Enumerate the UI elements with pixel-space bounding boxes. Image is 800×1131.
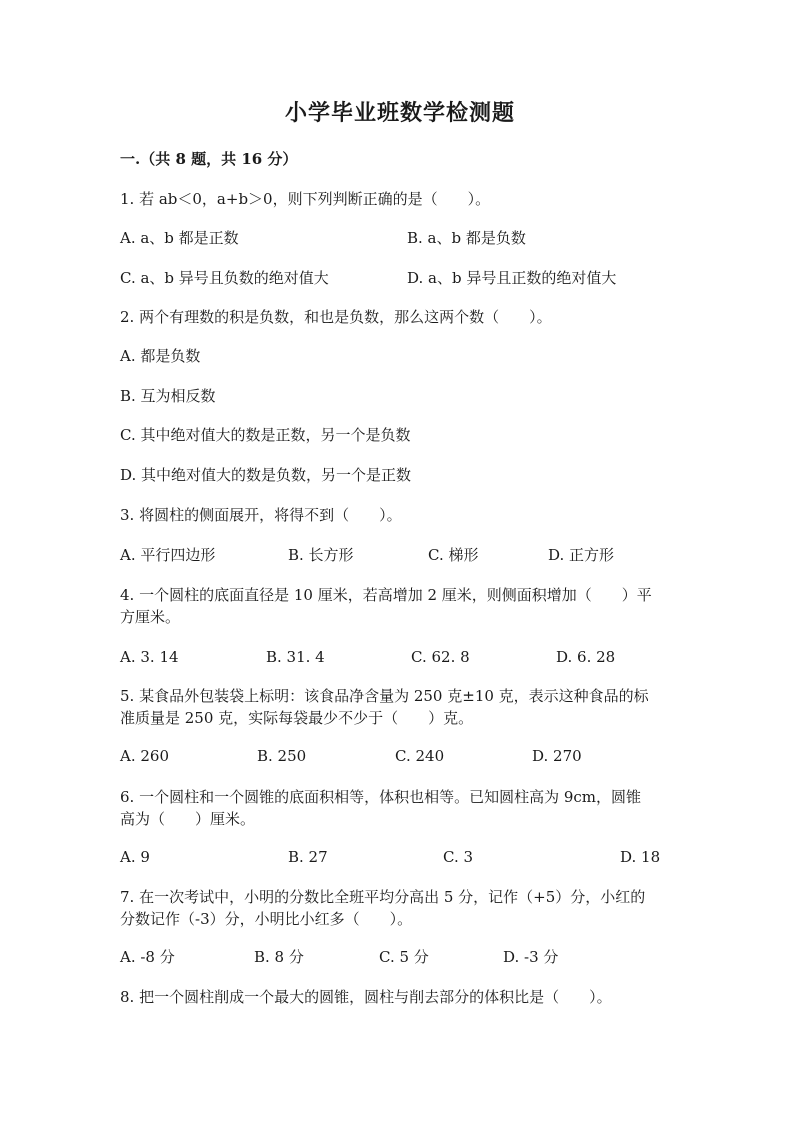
question-5-option-b: B. 250: [257, 747, 307, 765]
question-6-stem-line-2: 高为（ ）厘米。: [120, 810, 256, 828]
question-6-option-d: D. 18: [620, 848, 661, 866]
question-6-option-b: B. 27: [288, 848, 328, 866]
question-2-option-a: A. 都是负数: [120, 347, 201, 365]
question-5-stem-line-1: 5. 某食品外包装袋上标明：该食品净含量为 250 克±10 克，表示这种食品的标: [120, 687, 649, 705]
question-2-stem: 2. 两个有理数的积是负数，和也是负数，那么这两个数（ ）。: [120, 308, 552, 326]
question-7-option-d: D. -3 分: [503, 948, 559, 966]
question-8-stem: 8. 把一个圆柱削成一个最大的圆锥，圆柱与削去部分的体积比是（ ）。: [120, 988, 612, 1006]
question-5-option-a: A. 260: [120, 747, 169, 765]
question-4-stem-line-2: 方厘米。: [120, 608, 181, 626]
question-4-option-a: A. 3. 14: [120, 648, 179, 666]
question-5-option-c: C. 240: [395, 747, 445, 765]
question-1-option-d: D. a、b 异号且正数的绝对值大: [407, 269, 617, 287]
question-7-stem-line-1: 7. 在一次考试中，小明的分数比全班平均分高出 5 分，记作（+5）分，小红的: [120, 888, 646, 906]
question-6-option-c: C. 3: [443, 848, 474, 866]
question-7-option-c: C. 5 分: [379, 948, 429, 966]
question-4-stem-line-1: 4. 一个圆柱的底面直径是 10 厘米，若高增加 2 厘米，则侧面积增加（ ）平: [120, 586, 652, 604]
question-1-option-c: C. a、b 异号且负数的绝对值大: [120, 269, 329, 287]
question-1-option-a: A. a、b 都是正数: [120, 229, 239, 247]
question-7-stem-line-2: 分数记作（-3）分，小明比小红多（ ）。: [120, 910, 413, 928]
question-4-option-b: B. 31. 4: [266, 648, 325, 666]
question-3-option-d: D. 正方形: [548, 546, 615, 564]
question-6-stem-line-1: 6. 一个圆柱和一个圆锥的底面积相等，体积也相等。已知圆柱高为 9cm，圆锥: [120, 788, 642, 806]
question-3-option-b: B. 长方形: [288, 546, 354, 564]
question-7-option-a: A. -8 分: [120, 948, 175, 966]
question-2-option-d: D. 其中绝对值大的数是负数，另一个是正数: [120, 466, 412, 484]
question-3-stem: 3. 将圆柱的侧面展开，将得不到（ ）。: [120, 506, 402, 524]
section-heading: 一.（共 8 题，共 16 分）: [120, 150, 298, 168]
question-5-stem-line-2: 准质量是 250 克，实际每袋最少不少于（ ）克。: [120, 709, 474, 727]
question-7-option-b: B. 8 分: [254, 948, 304, 966]
question-2-option-c: C. 其中绝对值大的数是正数，另一个是负数: [120, 426, 411, 444]
question-1-option-b: B. a、b 都是负数: [407, 229, 526, 247]
question-2-option-b: B. 互为相反数: [120, 387, 216, 405]
page-title: 小学毕业班数学检测题: [284, 100, 515, 126]
question-1-stem: 1. 若 ab＜0，a+b＞0，则下列判断正确的是（ ）。: [120, 190, 491, 208]
question-4-option-c: C. 62. 8: [411, 648, 470, 666]
question-3-option-a: A. 平行四边形: [120, 546, 216, 564]
question-4-option-d: D. 6. 28: [556, 648, 616, 666]
question-3-option-c: C. 梯形: [428, 546, 479, 564]
question-6-option-a: A. 9: [120, 848, 150, 866]
question-5-option-d: D. 270: [532, 747, 582, 765]
